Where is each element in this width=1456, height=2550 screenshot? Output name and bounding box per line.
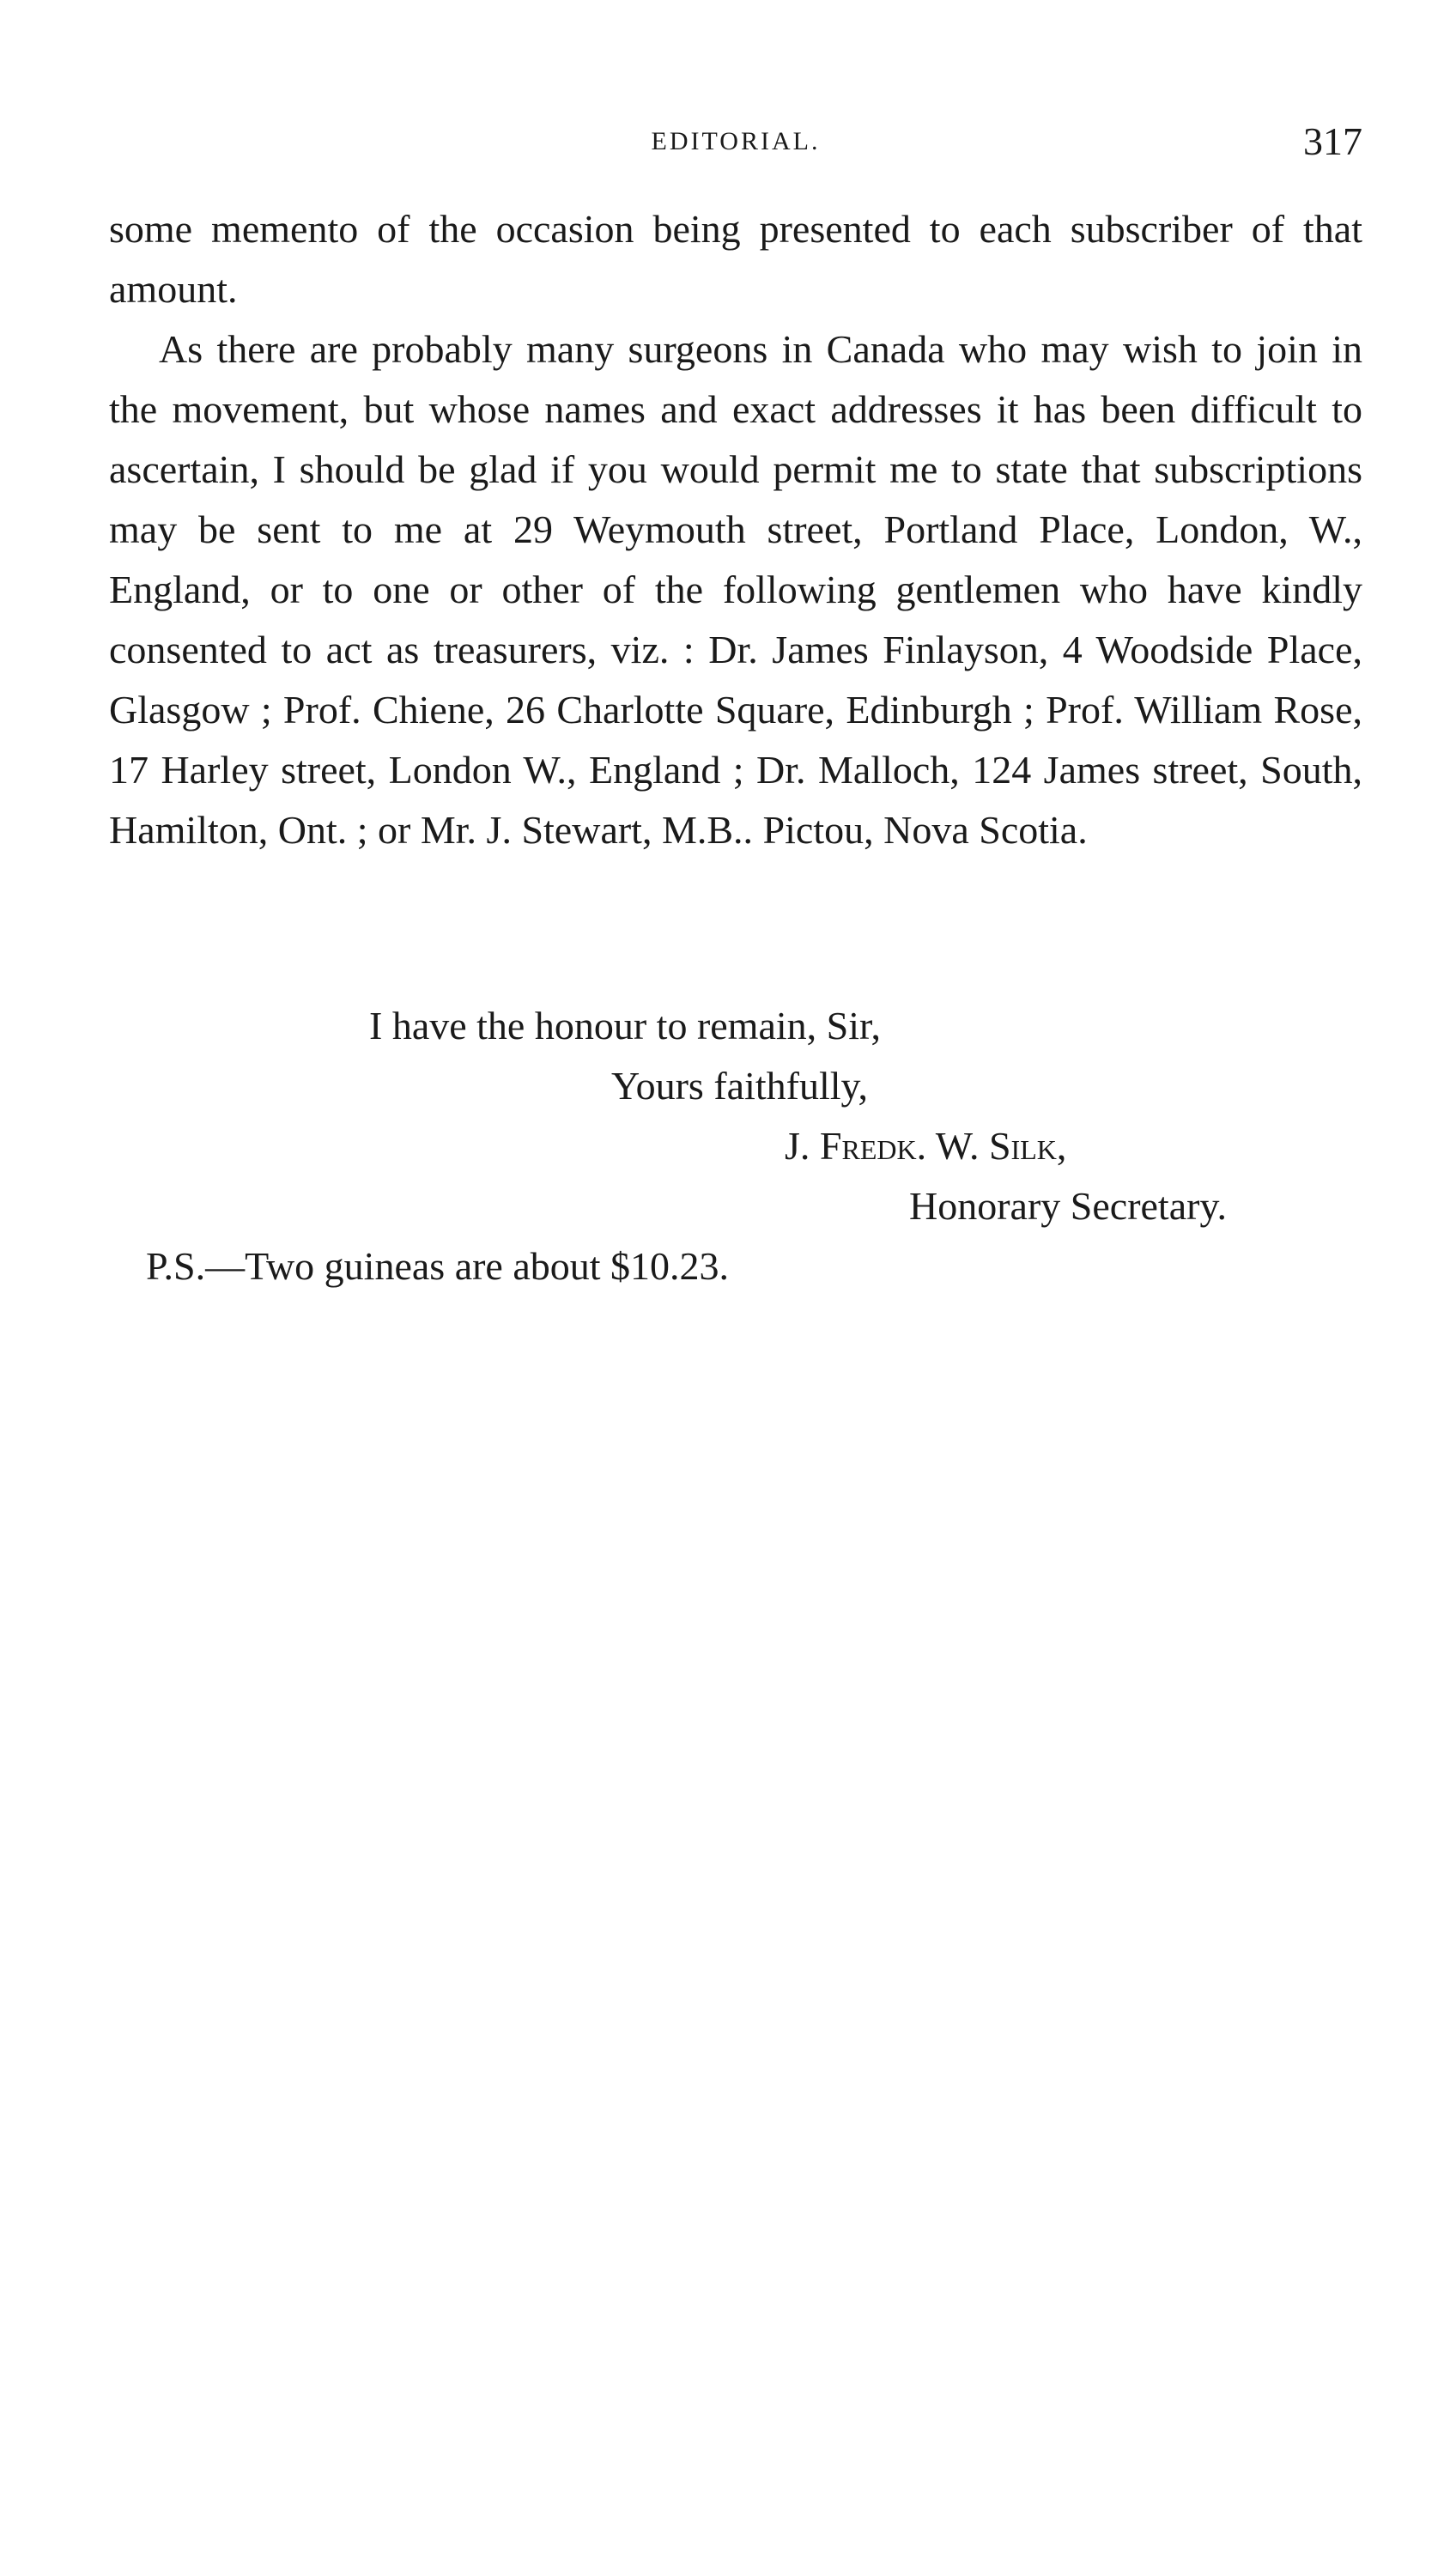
paragraph-subscriptions: As there are probably many surgeons in Canada who may wish to join in the movement, but whose names and exact addresses it has been difficult to ascertain, I should be glad if you would permit me to state that subscriptions may be sent to me at 29 Weymouth street, Portland Place, London, W., England, or to one or other of the following gentlemen who have kindly consented to act as treasurers, viz. : Dr. James Finlayson, 4 Woodside Place, Glasgow ; Prof. Chiene, 26 Charlotte Square, Edinburgh ; Prof. William Rose, 17 Harley street, London W., England ; Dr. Malloch, 124 James street, South, Hamilton, Ont. ; or Mr. J. Stewart, M.B.. Pictou, Nova Scotia. — [109, 327, 1362, 852]
valediction: Yours faithfully, — [611, 1064, 869, 1108]
running-title: EDITORIAL. — [651, 127, 821, 155]
page-number: 317 — [1303, 119, 1362, 163]
body-text — [109, 199, 1362, 860]
signatory-title: Honorary Secretary. — [909, 1184, 1227, 1228]
closing-line: I have the honour to remain, Sir, — [369, 1004, 882, 1047]
paragraph-continuation: some memento of the occasion being presented to each subscriber of that amount. — [109, 207, 1362, 311]
running-head — [109, 118, 1362, 161]
postscript: P.S.—Two guineas are about $10.23. — [146, 1244, 730, 1288]
signature: J. Fredk. W. Silk, — [785, 1124, 1067, 1168]
